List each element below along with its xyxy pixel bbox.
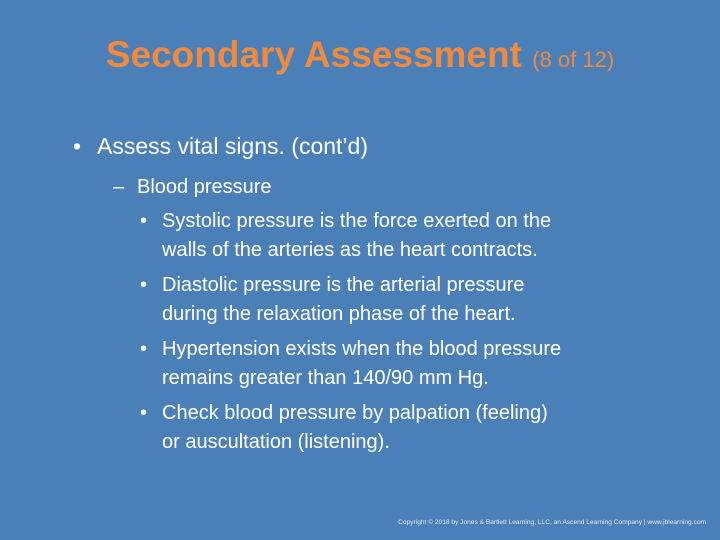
list-item <box>140 399 660 457</box>
dash-icon: – <box>113 176 125 198</box>
bullet-icon: • <box>140 274 148 296</box>
sub-bullet-list <box>140 207 660 463</box>
title-main: Secondary Assessment <box>105 34 522 75</box>
list-item-line: Diastolic pressure is the arterial pressure <box>162 274 525 296</box>
bullet-icon: • <box>140 402 148 424</box>
list-item-line: or auscultation (listening). <box>162 431 390 453</box>
bullet-icon: • <box>140 210 148 232</box>
bullet-level1-text: Assess vital signs. (cont’d) <box>97 133 368 159</box>
slide-title <box>0 32 720 83</box>
list-item <box>140 271 660 329</box>
list-item-line: Hypertension exists when the blood pressure <box>162 338 562 360</box>
bullet-icon: • <box>73 133 82 159</box>
copyright-footer: Copyright © 2018 by Jones & Bartlett Learning, LLC, an Ascend Learning Company | www.jblearning.com <box>398 519 706 526</box>
list-item-line: remains greater than 140/90 mm Hg. <box>162 367 489 389</box>
bullet-icon: • <box>140 338 148 360</box>
bullet-level2 <box>113 174 272 200</box>
list-item <box>140 207 660 265</box>
bullet-level1 <box>73 131 368 161</box>
list-item-line: during the relaxation phase of the heart. <box>162 303 516 325</box>
title-page-count: (8 of 12) <box>532 47 615 72</box>
list-item <box>140 335 660 393</box>
bullet-level2-text: Blood pressure <box>137 176 272 198</box>
list-item-line: Systolic pressure is the force exerted on the <box>162 210 552 232</box>
list-item-line: Check blood pressure by palpation (feeling) <box>162 402 548 424</box>
list-item-line: walls of the arteries as the heart contracts. <box>162 239 538 261</box>
